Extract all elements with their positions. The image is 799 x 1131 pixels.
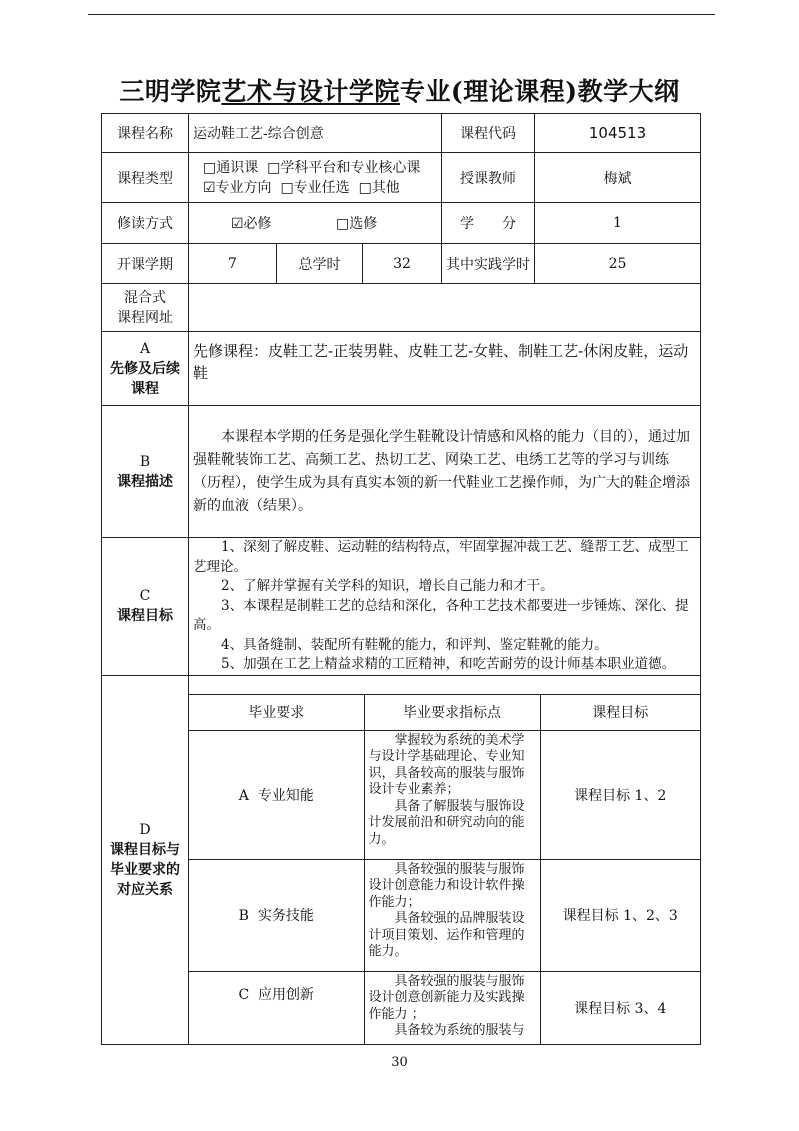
semester-label: 开课学期 [102, 244, 189, 284]
mixed-course-url [189, 284, 701, 332]
section-b-content: 本课程本学期的任务是强化学生鞋靴设计情感和风格的能力（目的），通过加强鞋靴装饰工艺、高频工艺、热切工艺、网染工艺、电绣工艺等的学习与训练（历程），使学生成为具有真实本领的新一代鞋业工艺操作师，为广大的鞋企增添新的血液（结果）。 [189, 406, 701, 538]
study-mode-label: 修读方式 [102, 203, 189, 244]
goal-item: 2、了解并掌握有关学科的知识，增长自己能力和才干。 [221, 578, 554, 594]
section-b-label-text: 课程描述 [117, 473, 173, 490]
row-mixed-course [102, 284, 701, 332]
mapping-header-row [189, 694, 700, 730]
header-requirement: 毕业要求 [189, 694, 364, 730]
row-course-name [102, 114, 701, 153]
goal-item: 5、加强在工艺上精益求精的工匠精神，和吃苦耐劳的设计师基本职业道德。 [221, 656, 676, 672]
course-name-value: 运动鞋工艺-综合创意 [189, 114, 442, 153]
header-indicator: 毕业要求指标点 [364, 694, 540, 730]
header-course-goal: 课程目标 [540, 694, 700, 730]
goal-cell: 课程目标 3、4 [540, 971, 700, 1044]
mapping-row-a [189, 730, 700, 859]
indicator-cell [364, 971, 540, 1044]
course-code-label: 课程代码 [442, 114, 535, 153]
mixed-label-line-2: 课程网址 [117, 309, 173, 326]
section-d-label-line-2: 毕业要求的 [110, 861, 180, 878]
section-a-label-line-2: 课程 [131, 380, 159, 397]
section-a-content: 先修课程：皮鞋工艺-正装男鞋、皮鞋工艺-女鞋、制鞋工艺-休闲皮鞋，运动鞋 [189, 332, 701, 406]
total-hours-label: 总学时 [277, 244, 363, 284]
indicator-cell [364, 859, 540, 971]
section-d-label [102, 675, 189, 1044]
requirement-cell: A 专业知能 [189, 730, 364, 859]
page-number: 30 [391, 1055, 408, 1070]
credit-value: 1 [535, 203, 701, 244]
requirement-cell: C 应用创新 [189, 971, 364, 1044]
goal-item: 3、本课程是制鞋工艺的总结和深化，各种工艺技术都要进一步锤炼、深化、提高。 [193, 597, 689, 633]
semester-value: 7 [189, 244, 277, 284]
section-b-label [102, 406, 189, 538]
section-d [102, 675, 701, 1044]
section-c [102, 538, 701, 676]
teacher-value: 梅斌 [535, 153, 701, 203]
section-a [102, 332, 701, 406]
title-college: 艺术与设计学院 [221, 77, 400, 106]
goal-cell: 课程目标 1、2、3 [540, 859, 700, 971]
row-course-type [102, 153, 701, 203]
course-name-label: 课程名称 [102, 114, 189, 153]
section-a-label [102, 332, 189, 406]
section-a-label-line-1: 先修及后续 [110, 360, 180, 377]
total-hours-value: 32 [363, 244, 442, 284]
goal-item: 1、深刻了解皮鞋、运动鞋的结构特点，牢固掌握冲裁工艺、缝帮工艺、成型工艺理论。 [193, 539, 689, 575]
title-suffix: 专业(理论课程)教学大纲 [399, 77, 680, 106]
goal-item: 4、具备缝制、装配所有鞋靴的能力，和评判、鉴定鞋靴的能力。 [221, 636, 608, 653]
syllabus-table [101, 113, 701, 1045]
section-c-label-text: 课程目标 [117, 608, 173, 625]
course-type-options [189, 153, 442, 203]
practice-hours-label: 其中实践学时 [442, 244, 535, 284]
section-d-label-line-3: 对应关系 [117, 881, 173, 898]
indicator-cell [364, 730, 540, 859]
course-code-value: 104513 [535, 114, 701, 153]
row-semester [102, 244, 701, 284]
mapping-row-b [189, 859, 700, 971]
course-type-line-1: □通识课 □学科平台和专业核心课 [203, 159, 421, 176]
section-c-label [102, 538, 189, 676]
elective-option: □选修 [336, 216, 378, 232]
credit-label: 学 分 [442, 203, 535, 244]
mapping-row-c [189, 971, 700, 1044]
section-a-letter: A [139, 340, 151, 357]
study-mode-options [189, 203, 442, 244]
indicator-text: 具备较强的服装与服饰设计创意能力和设计软件操作能力； [368, 861, 525, 910]
section-d-label-line-1: 课程目标与 [110, 841, 180, 858]
goal-cell: 课程目标 1、2 [540, 730, 700, 859]
section-c-letter: C [139, 588, 151, 605]
teacher-label: 授课教师 [442, 153, 535, 203]
header-rule [88, 14, 715, 15]
required-option: ☑必修 [231, 216, 272, 232]
section-b [102, 406, 701, 538]
mixed-label-line-1: 混合式 [124, 289, 166, 306]
indicator-text: 具备了解服装与服饰设计发展前沿和研究动向的能力。 [368, 798, 525, 847]
section-c-content [189, 538, 701, 676]
indicator-text: 具备较强的品牌服装设计项目策划、运作和管理的能力。 [368, 911, 525, 959]
requirement-cell: B 实务技能 [189, 859, 364, 971]
practice-hours-value: 25 [535, 244, 701, 284]
indicator-text: 具备较强的服装与服饰设计创意创新能力及实践操作能力 ； [368, 973, 525, 1022]
mapping-cell [189, 675, 701, 1044]
indicator-text: 具备较为系统的服装与 [394, 1023, 525, 1038]
course-type-line-2: ☑专业方向 □专业任选 □其他 [203, 179, 400, 196]
page-title [0, 72, 799, 108]
title-school: 三明学院 [119, 77, 222, 106]
mapping-table [189, 694, 700, 1044]
course-type-label: 课程类型 [102, 153, 189, 203]
section-b-letter: B [139, 453, 151, 470]
mixed-course-label [102, 284, 189, 332]
row-study-mode [102, 203, 701, 244]
indicator-text: 掌握较为系统的美术学与设计学基础理论、专业知识，具备较高的服装与服饰设计专业素养； [368, 732, 525, 797]
section-d-letter: D [139, 821, 151, 838]
